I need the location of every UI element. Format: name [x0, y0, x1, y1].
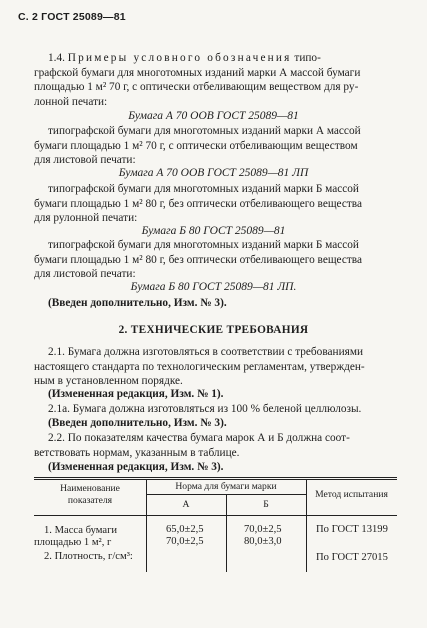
paragraph-line: площадью 1 м² 70 г, с оптически отбеливающим веществом для ру- — [34, 81, 359, 94]
note-text: (Введен дополнительно, Изм. № 3). — [48, 297, 227, 309]
note-text: (Измененная редакция, Изм. № 1). — [48, 388, 224, 400]
table-cell-method: По ГОСТ 27015 — [316, 552, 388, 563]
paragraph-2-1a — [34, 402, 397, 417]
paragraph-line: 2.1. Бумага должна изготовляться в соответствии с требованиями — [48, 346, 364, 358]
paragraph-line: лонной печати: — [34, 95, 108, 108]
header-text: показателя — [67, 494, 113, 506]
paragraph-line: типографской бумаги для многотомных изданий марки Б массой — [48, 183, 359, 195]
paragraph-2-1 — [34, 345, 397, 389]
table-rule — [34, 515, 397, 516]
paragraph-line — [34, 51, 397, 66]
paragraph-line: ветствовать нормам, указанным в таблице. — [34, 446, 240, 459]
page-header: С. 2 ГОСТ 25089—81 — [18, 11, 126, 23]
header-text: Наименование — [60, 483, 120, 494]
amendment-note — [34, 387, 397, 402]
table-rule — [34, 479, 397, 480]
paragraph-example-d — [34, 238, 397, 282]
column-header-method: Метод испытания — [315, 489, 388, 500]
paragraph-text: типо- — [294, 52, 321, 64]
paragraph-line: для рулонной печати: — [34, 212, 138, 225]
table-rule — [34, 477, 397, 478]
paragraph-line: настоящего стандарта по технологическим регламентам, утвержден- — [34, 360, 365, 373]
table-row-name: 2. Плотность, г/см³: — [44, 551, 133, 562]
section-heading: 2. ТЕХНИЧЕСКИЕ ТРЕБОВАНИЯ — [118, 324, 309, 336]
note-text: (Измененная редакция, Изм. № 3). — [48, 461, 224, 473]
designation-example-1: Бумага А 70 ООВ ГОСТ 25089—81 — [128, 110, 299, 122]
paragraph-line: бумаги площадью 1 м² 80 г, без оптически отбеливающего вещества — [34, 197, 362, 210]
column-header-norm: Норма для бумаги марки — [175, 481, 277, 492]
column-header-a: А — [182, 499, 190, 510]
paragraph-line: типографской бумаги для многотомных изданий марки А массой — [48, 125, 361, 137]
table-cell-a: 65,0±2,5 — [166, 524, 204, 535]
designation-example-2: Бумага А 70 ООВ ГОСТ 25089—81 ЛП — [118, 167, 309, 179]
note-text: (Введен дополнительно, Изм. № 3). — [48, 417, 227, 429]
table-row-name: площадью 1 м², г — [34, 537, 112, 548]
amendment-note — [34, 416, 397, 431]
paragraph-line: бумаги площадью 1 м² 70 г, с оптически отбеливающим веществом — [34, 139, 358, 152]
paragraph-line: типографской бумаги для многотомных изданий марки Б массой — [48, 239, 359, 251]
paragraph-line: графской бумаги для многотомных изданий марки А массой бумаги — [34, 66, 361, 79]
table-rule — [146, 479, 147, 572]
column-header-b: Б — [263, 499, 269, 510]
table-row-name: 1. Масса бумаги — [44, 525, 118, 536]
table-cell-b: 80,0±3,0 — [244, 536, 282, 547]
paragraph-line: ным в установленном порядке. — [34, 375, 183, 388]
amendment-note — [34, 296, 397, 311]
paragraph-2-2 — [34, 431, 397, 460]
paragraph-line: 2.2. По показателям качества бумага марок А и Б должна соот- — [48, 432, 350, 444]
spaced-heading: Примеры условного обозначения — [67, 52, 292, 64]
paragraph-line: 2.1а. Бумага должна изготовляться из 100 % беленой целлюлозы. — [48, 403, 362, 415]
paragraph-1-4 — [34, 51, 397, 109]
quality-table — [34, 472, 397, 572]
paragraph-example-c — [34, 182, 397, 226]
paragraph-line: бумаги площадью 1 м² 80 г, без оптически отбеливающего вещества — [34, 253, 362, 266]
paragraph-example-b — [34, 124, 397, 168]
column-header-indicator — [34, 483, 146, 506]
table-cell-method: По ГОСТ 13199 — [316, 524, 388, 535]
table-cell-a: 70,0±2,5 — [166, 536, 204, 547]
clause-number: 1.4. — [48, 52, 65, 64]
paragraph-line: для листовой печати: — [34, 154, 136, 167]
designation-example-4: Бумага Б 80 ГОСТ 25089—81 ЛП. — [130, 281, 297, 293]
designation-example-3: Бумага Б 80 ГОСТ 25089—81 — [141, 225, 286, 237]
table-cell-b: 70,0±2,5 — [244, 524, 282, 535]
paragraph-line: для листовой печати: — [34, 268, 136, 281]
